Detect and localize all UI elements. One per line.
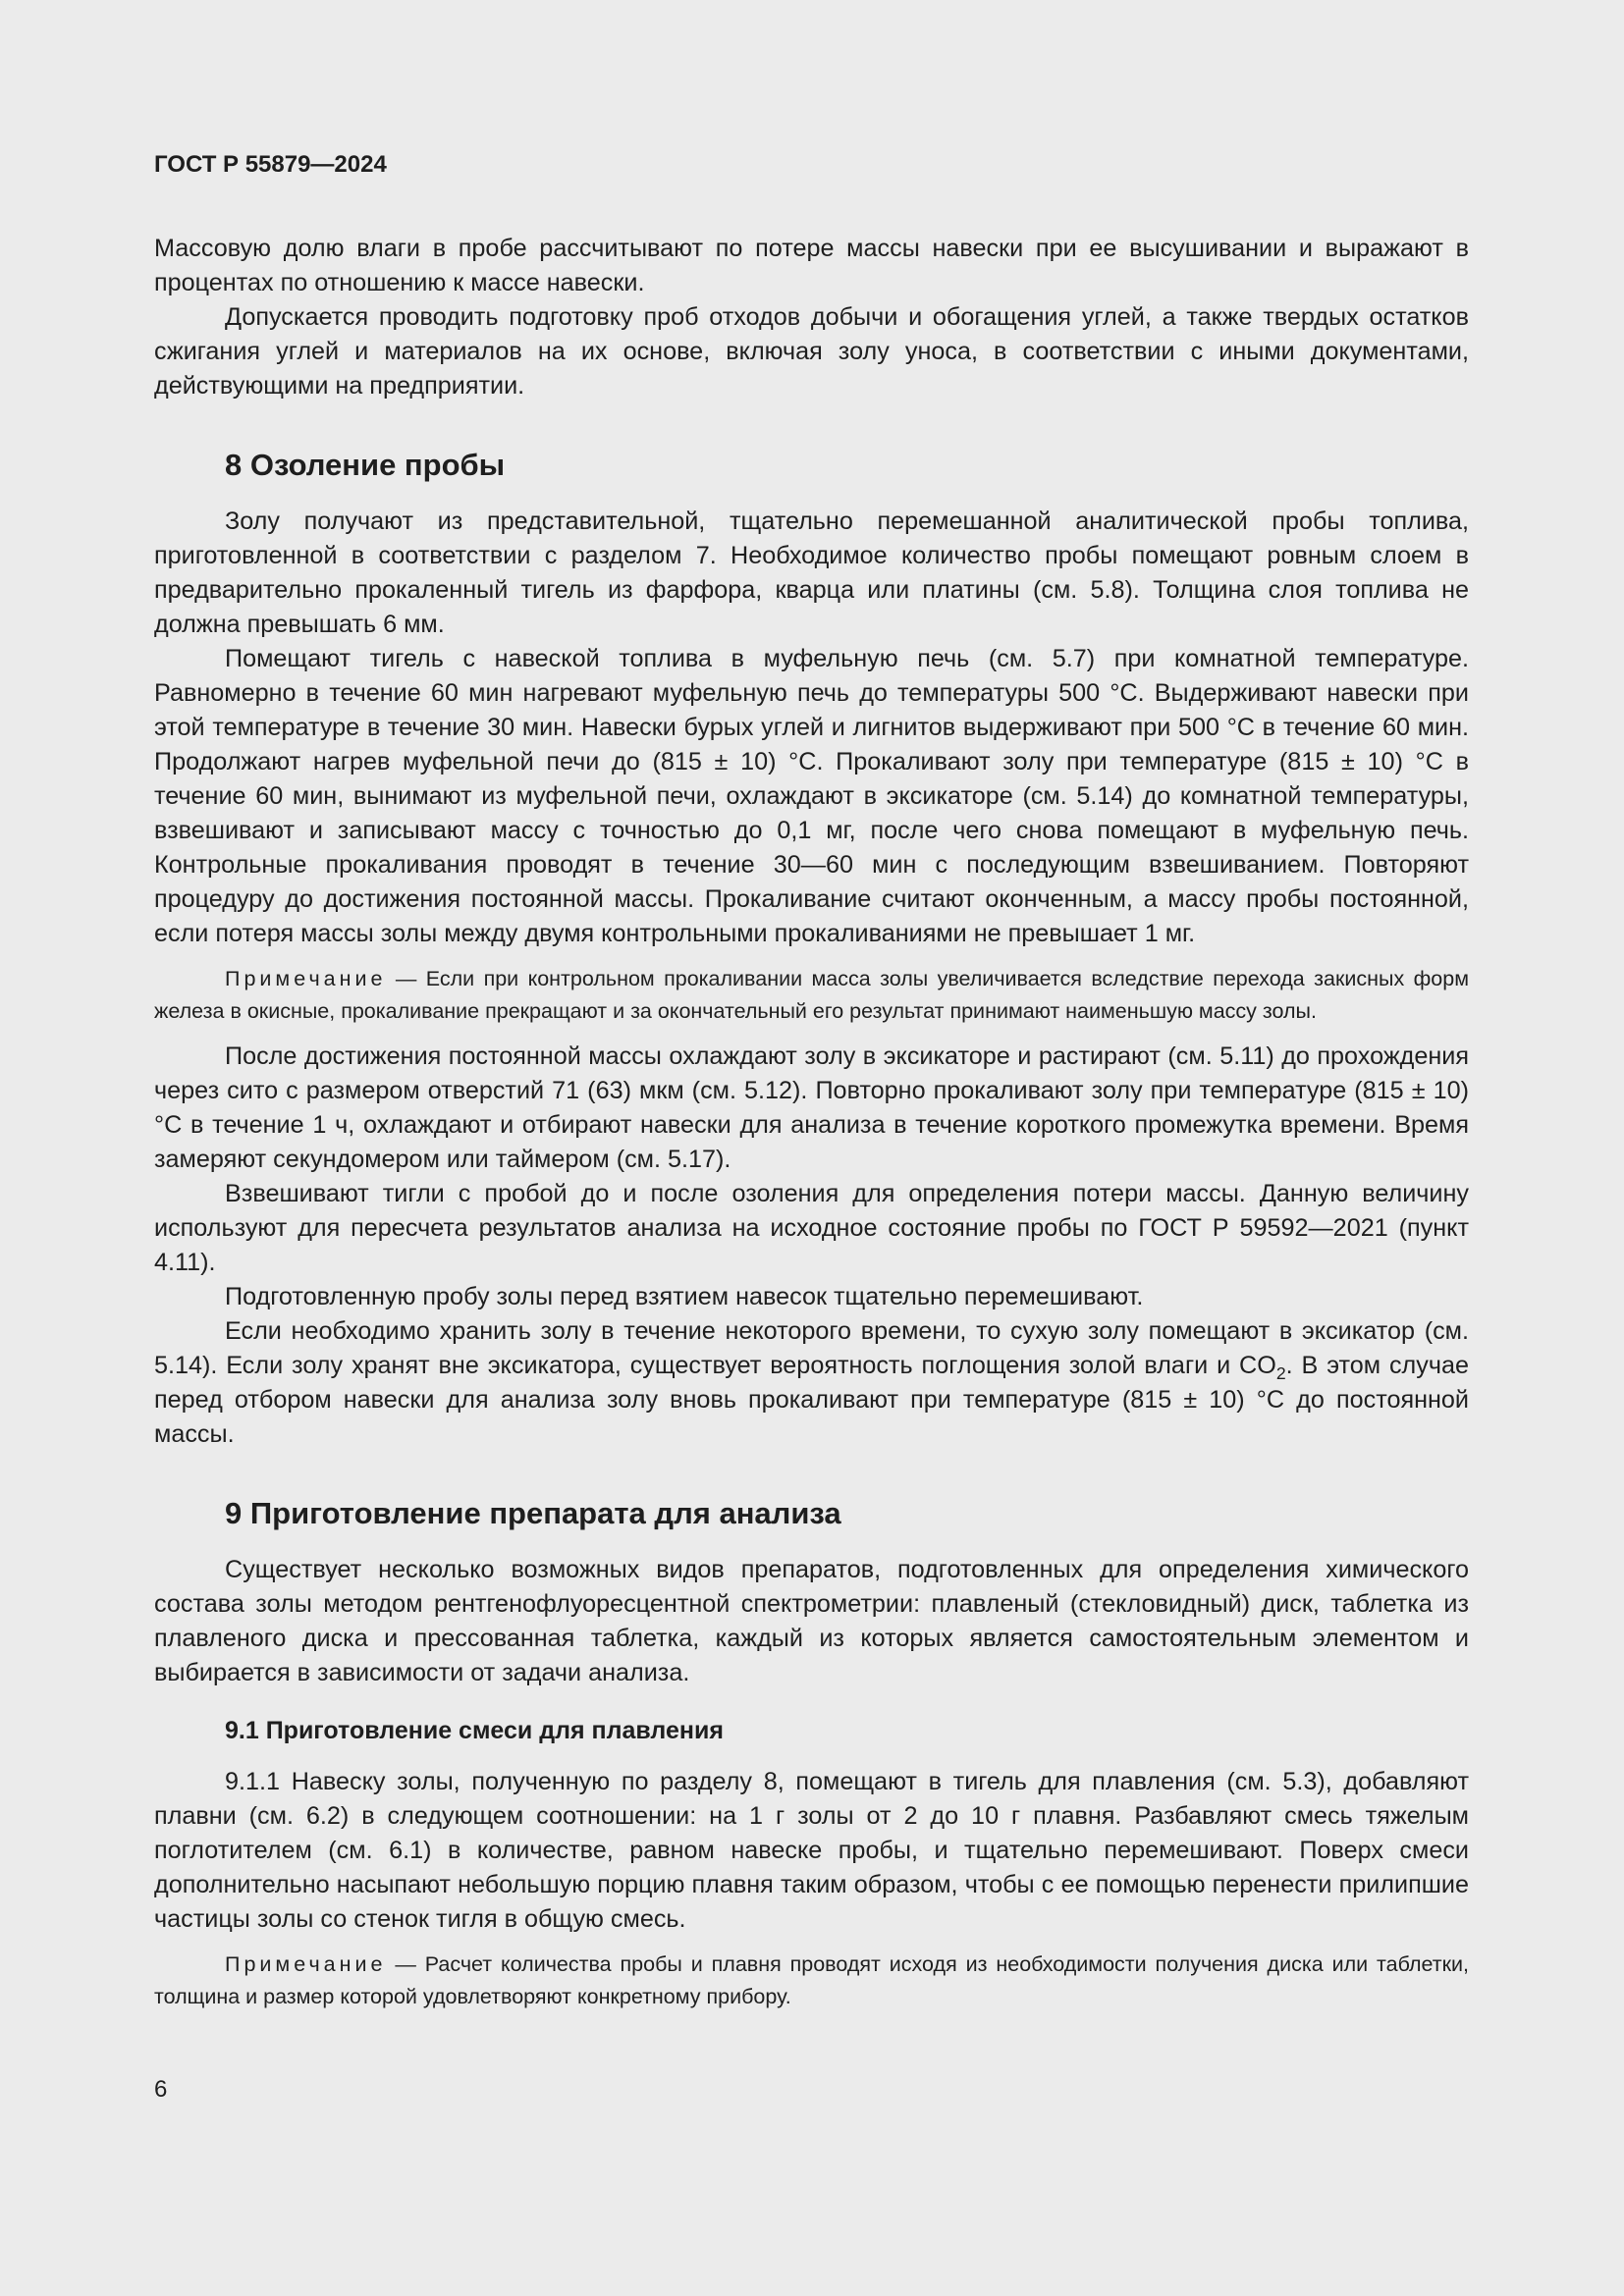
- paragraph-preparation-types: Существует несколько возможных видов препаратов, подготовленных для определения химического состава золы методом рентгенофлуоресцентной спектрометрии: плавленый (стекловидный) диск, таблетка из плавленого диска и прессованная таблетка, каждый из которых является самостоятельным элементом и выбирается в зависимости от задачи анализа.: [154, 1556, 1469, 1686]
- paragraph-weighing-crucibles: Взвешивают тигли с пробой до и после озоления для определения потери массы. Данную величину используют для пересчета результатов анализа на исходное состояние пробы по ГОСТ Р 59592—2021 (пункт 4.11).: [154, 1180, 1469, 1276]
- paragraph-waste-preparation: Допускается проводить подготовку проб отходов добычи и обогащения углей, а также твердых остатков сжигания углей и материалов на их основе, включая золу уноса, в соответствии с иными документами, действующими на предприятии.: [154, 303, 1469, 400]
- subsection-9-1-heading: 9.1 Приготовление смеси для плавления: [225, 1717, 724, 1744]
- paragraph-moisture: Массовую долю влаги в пробе рассчитывают по потере массы навески при ее высушивании и выражают в процентах по отношению к массе навески.: [154, 235, 1469, 296]
- paragraph-grinding: После достижения постоянной массы охлаждают золу в эксикаторе и растирают (см. 5.11) до прохождения через сито с размером отверстий 71 (63) мкм (см. 5.12). Повторно прокаливают золу при температуре (815 ± 10) °С в течение 1 ч, охлаждают и отбирают навески для анализа в течение короткого промежутка времени. Время замеряют секундомером или таймером (см. 5.17).: [154, 1042, 1469, 1173]
- section-9-heading: 9 Приготовление препарата для анализа: [225, 1496, 841, 1530]
- page-number: 6: [154, 2076, 168, 2103]
- document-page: [154, 147, 1469, 2025]
- paragraph-storage: Если необходимо хранить золу в течение некоторого времени, то сухую золу помещают в эксикатор (см. 5.14). Если золу хранят вне эксикатора, существует вероятность поглощения золой влаги и $CO_2$. В этом случае перед отбором навески для анализа золу вновь прокаливают при температуре (815 ± 10) °С до постоянной массы.: [154, 1317, 1469, 1448]
- note-flux-amount: [154, 1949, 1469, 2013]
- note-text: — Расчет количества пробы и плавня проводят исходя из необходимости получения диска или таблетки, толщина и размер которой удовлетворяют конкретному прибору.: [154, 1952, 1469, 2008]
- note-text: — Если при контрольном прокаливании масса золы увеличивается вследствие перехода закисных форм железа в окисные, прокаливание прекращают и за окончательный его результат принимают наименьшую массу золы.: [154, 967, 1469, 1023]
- paragraph-furnace-procedure: Помещают тигель с навеской топлива в муфельную печь (см. 5.7) при комнатной температуре. Равномерно в течение 60 мин нагревают муфельную печь до температуры 500 °С. Выдерживают навески при этой температуре в течение 30 мин. Навески бурых углей и лигнитов выдерживают при 500 °С в течение 60 мин. Продолжают нагрев муфельной печи до (815 ± 10) °С. Прокаливают золу при температуре (815 ± 10) °С в течение 60 мин, вынимают из муфельной печи, охлаждают в эксикаторе (см. 5.14) до комнатной температуры, взвешивают и записывают массу с точностью до 0,1 мг, после чего снова помещают в муфельную печь. Контрольные прокаливания проводят в течение 30—60 мин с последующим взвешиванием. Повторяют процедуру до достижения постоянной массы. Прокаливание считают оконченным, а массу пробы постоянной, если потеря массы золы между двумя контрольными прокаливаниями не превышает 1 мг.: [154, 645, 1469, 947]
- note-label: Примечание: [225, 1952, 387, 1976]
- paragraph-ash-source: Золу получают из представительной, тщательно перемешанной аналитической пробы топлива, приготовленной в соответствии с разделом 7. Необходимое количество пробы помещают ровным слоем в предварительно прокаленный тигель из фарфора, кварца или платины (см. 5.8). Толщина слоя топлива не должна превышать 6 мм.: [154, 507, 1469, 638]
- section-8-heading: 8 Озоление пробы: [225, 448, 506, 482]
- paragraph-9-1-1: 9.1.1 Навеску золы, полученную по разделу 8, помещают в тигель для плавления (см. 5.3), добавляют плавни (см. 6.2) в следующем соотношении: на 1 г золы от 2 до 10 г плавня. Разбавляют смесь тяжелым поглотителем (см. 6.1) в количестве, равном навеске пробы, и тщательно перемешивают. Поверх смеси дополнительно насыпают небольшую порцию плавня таким образом, чтобы с ее помощью перенести прилипшие частицы золы со стенок тигля в общую смесь.: [154, 1768, 1469, 1933]
- note-iron-oxidation: [154, 963, 1469, 1028]
- paragraph-mixing: Подготовленную пробу золы перед взятием навесок тщательно перемешивают.: [225, 1283, 1144, 1310]
- note-label: Примечание: [225, 967, 387, 990]
- document-code-header: ГОСТ Р 55879—2024: [154, 151, 387, 178]
